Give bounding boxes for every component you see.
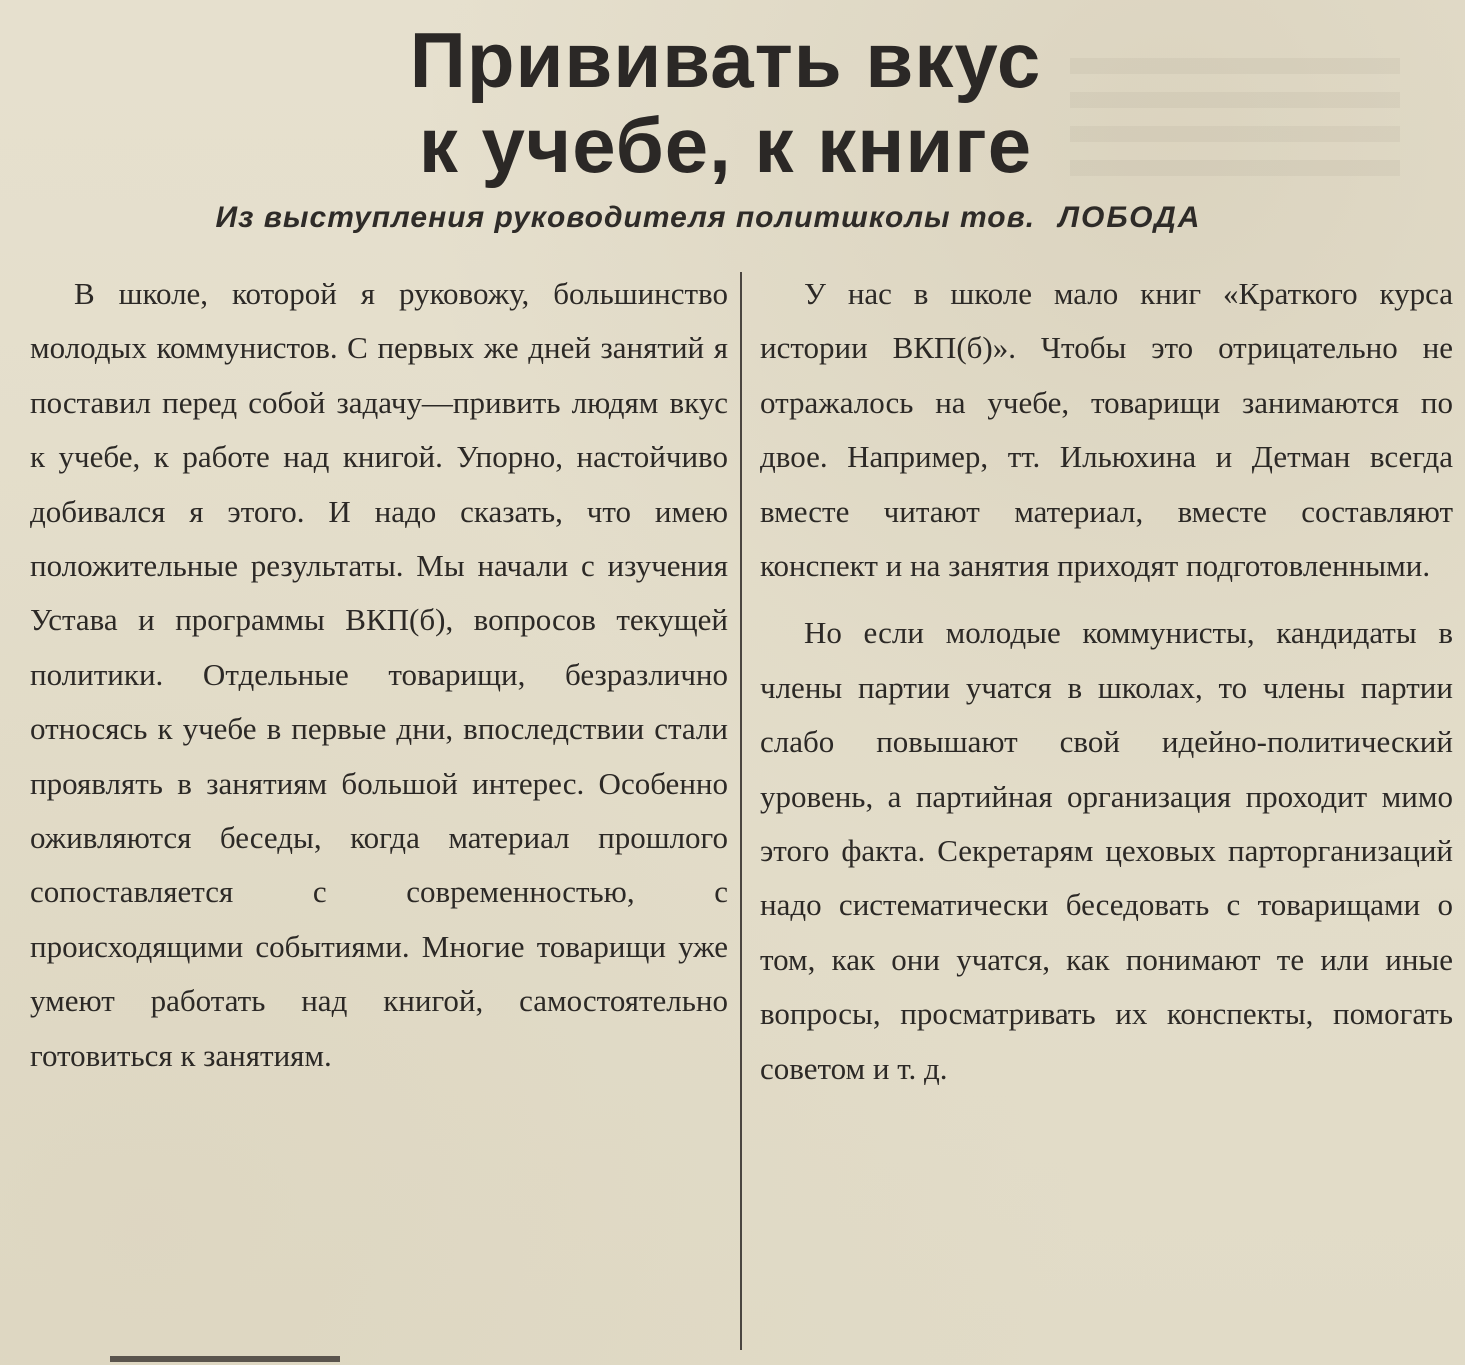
byline: [0, 198, 1441, 238]
left-paragraph-1: В школе, которой я руковожу, большинство молодых коммунистов. С первых же дней занятий я поставил перед собой задачу—привить людям вкус к учебе, к работе над книгой. Упорно, настойчиво добивался я этого. И надо сказать, что имею положительные результаты. Мы начали с изучения Устава и программы ВКП(б), вопросов текущей политики. Отдельные товарищи, безразлично относясь к учебе в первые дни, впоследствии стали проявлять в занятиям большой интерес. Особенно оживляются беседы, когда материал прошлого сопоставляется с современностью, с происходящими событиями. Многие товарищи уже умеют работать над книгой, самостоятельно готовиться к занятиям.: [30, 276, 728, 1073]
byline-text: Из выступления руководителя политшколы тов.: [215, 201, 1036, 234]
byline-author-name: ЛОБОДА: [1058, 201, 1202, 234]
left-column: [30, 267, 728, 1083]
column-divider: [740, 272, 742, 1350]
right-paragraph-1: У нас в школе мало книг «Краткого курса истории ВКП(б)». Чтобы это отрицательно не отражалось на учебе, товарищи занимаются по двое. Например, тт. Ильюхина и Детман всегда вместе читают материал, вместе составляют конспект и на занятия приходят подготовленными.: [760, 276, 1453, 584]
right-paragraph-2: Но если молодые коммунисты, кандидаты в члены партии учатся в школах, то члены партии слабо повышают свой идейно-политический уровень, а партийная организация проходит мимо этого факта. Секретарям цеховых парторганизаций надо систематически беседовать с товарищами о том, как они учатся, как понимают те или иные вопросы, просматривать их конспекты, помогать советом и т. д.: [760, 615, 1453, 1086]
bottom-rule: [110, 1356, 340, 1362]
right-column: [760, 267, 1453, 1096]
headline-line-2: к учебе, к книге: [418, 101, 1033, 189]
headline-line-1: Прививать вкус: [409, 16, 1042, 104]
